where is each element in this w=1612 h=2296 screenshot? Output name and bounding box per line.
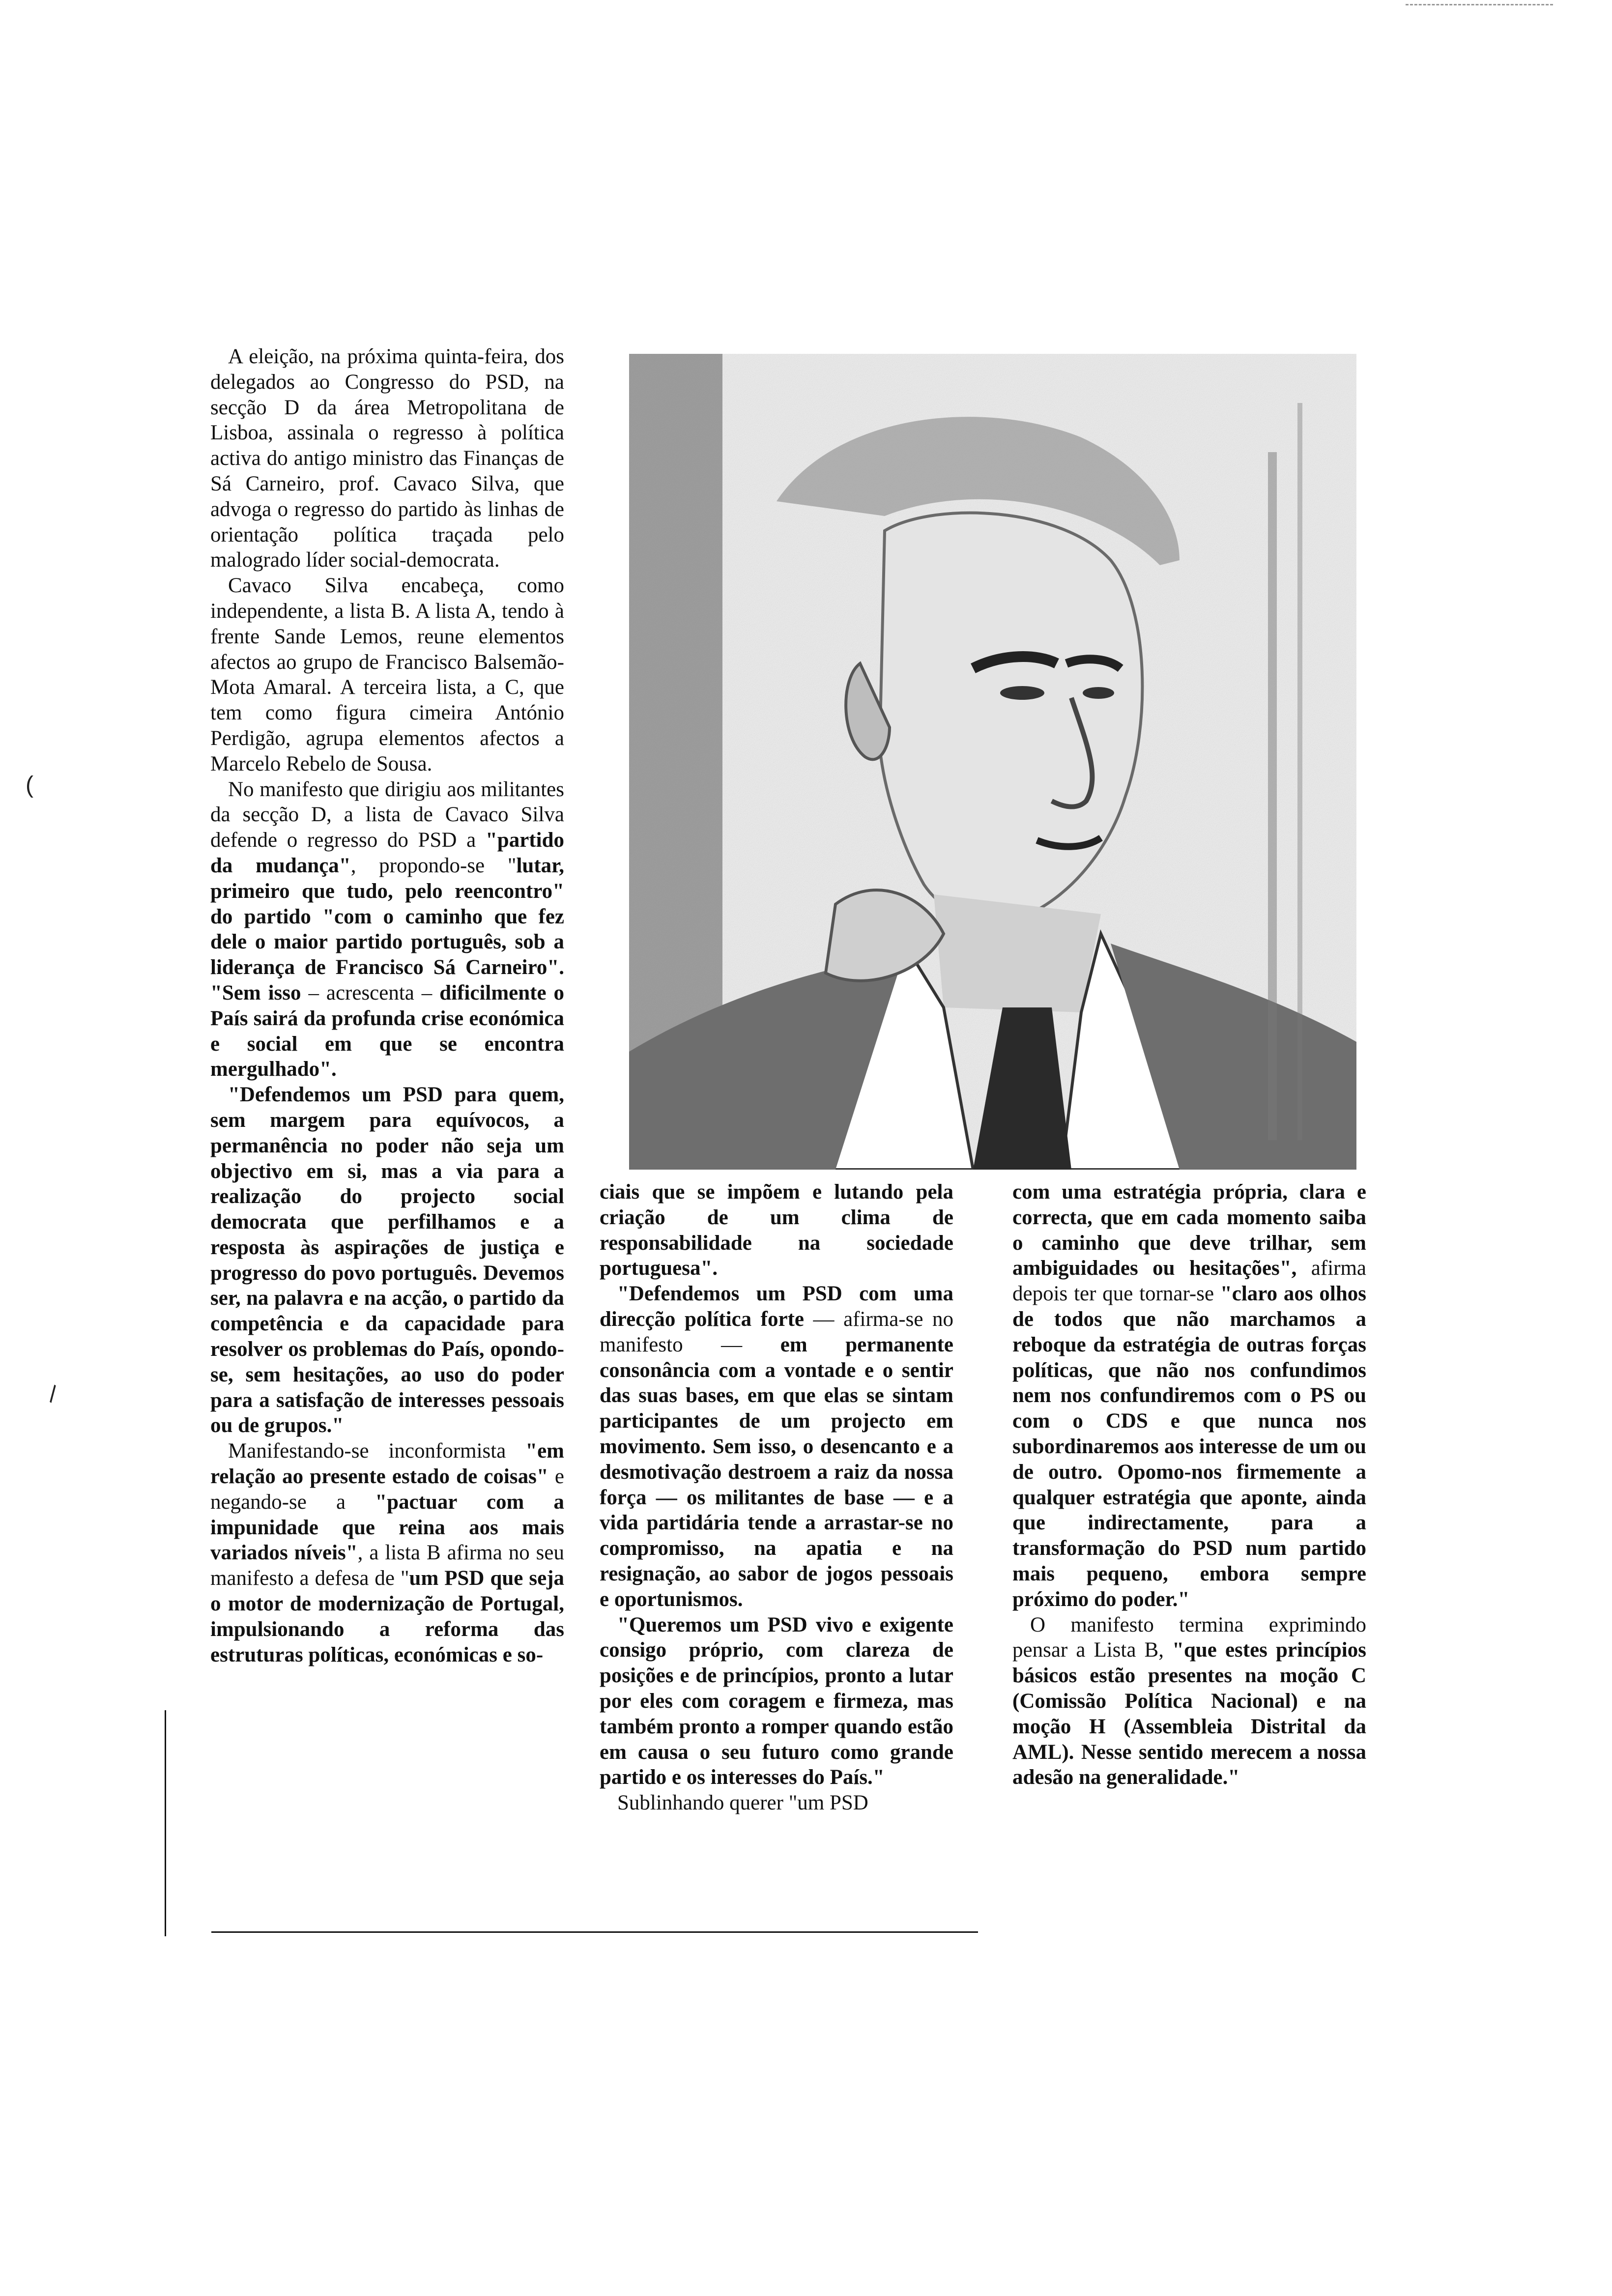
paragraph-7: "Defendemos um PSD com uma direcção política forte — afirma-se no manifesto — em permanente consonância com a vontade e o sentir das suas bases, em que elas se sintam participantes de um projecto em movimento. Sem isso, o desencanto e a desmotivação destroem a raiz da nossa força — os militantes de base — e a vida partidária tende a arrastar-se no compromisso, na apatia e na resignação, ao sabor de jogos pessoais e oportunismos. bbox=[600, 1282, 953, 1611]
paragraph-9: Sublinhando querer "um PSD bbox=[617, 1791, 868, 1815]
portrait-drawing bbox=[629, 354, 1356, 1170]
paragraph-5: Manifestando-se inconformista "em relação ao presente estado de coisas" e negando-se a "pactuar com a impunidade que reina aos mais variados níveis", a lista B afirma no seu manifesto a defesa de "um PSD que seja o motor de modernização de Portugal, impulsionando a reforma das estruturas políticas, económicas e so- bbox=[210, 1439, 564, 1666]
margin-mark-1: ( bbox=[26, 772, 33, 798]
portrait-photo bbox=[629, 354, 1356, 1170]
article-column-1 bbox=[210, 344, 564, 1667]
top-edge-mark bbox=[1406, 4, 1553, 5]
bottom-rule bbox=[211, 1931, 978, 1933]
paragraph-1: A eleição, na próxima quinta-feira, dos delegados ao Congresso do PSD, na secção D da área Metropolitana de Lisboa, assinala o regresso à política activa do antigo ministro das Finanças de Sá Carneiro, prof. Cavaco Silva, que advoga o regresso do partido às linhas de orientação política traçada pelo malogrado líder social-democrata. bbox=[210, 345, 564, 572]
paragraph-3: No manifesto que dirigiu aos militantes da secção D, a lista de Cavaco Silva defende o regresso do PSD a "partido da mudança", propondo-se "lutar, primeiro que tudo, pelo reencontro" do partido "com o caminho que fez dele o maior partido português, sob a liderança de Francisco Sá Carneiro". "Sem isso – acrescenta – dificilmente o País sairá da profunda crise económica e social em que se encontra mergulhado". bbox=[210, 777, 565, 1081]
article-column-2 bbox=[600, 1179, 953, 1816]
paragraph-6: ciais que se impõem e lutando pela criação de um clima de responsabilidade na sociedade portuguesa". bbox=[600, 1180, 953, 1280]
paragraph-11: O manifesto termina exprimindo pensar a Lista B, "que estes princípios básicos estão presentes na moção C (Comissão Política Nacional) e na moção H (Assembleia Distrital da AML). Nesse sentido merecem a nossa adesão na generalidade." bbox=[1012, 1613, 1366, 1789]
paragraph-8: "Queremos um PSD vivo e exigente consigo próprio, com clareza de posições e de princípios, pronto a lutar por eles com coragem e firmeza, mas também pronto a romper quando estão em causa o seu futuro como grande partido e os interesses do País." bbox=[600, 1613, 953, 1789]
paragraph-2: Cavaco Silva encabeça, como independente, a lista B. A lista A, tendo à frente Sande Lemos, reune elementos afectos ao grupo de Francisco Balsemão-Mota Amaral. A terceira lista, a C, que tem como figura cimeira António Perdigão, agrupa elementos afectos a Marcelo Rebelo de Sousa. bbox=[210, 574, 564, 775]
left-rule bbox=[165, 1710, 166, 1936]
paragraph-4: "Defendemos um PSD para quem, sem margem para equívocos, a permanência no poder não seja um objectivo em si, mas a via para a realização do projecto social democrata que perfilhamos e a resposta às aspirações de justiça e progresso do povo português. Devemos ser, na palavra e na acção, o partido da competência e da capacidade para resolver os problemas do País, opondo-se, sem hesitações, ao uso do poder para a satisfação de interesses pessoais ou de grupos." bbox=[210, 1083, 564, 1437]
margin-mark-2: \ bbox=[43, 1381, 62, 1407]
paragraph-10: com uma estratégia própria, clara e correcta, que em cada momento saiba o caminho que deve trilhar, sem ambiguidades ou hesitações", afirma depois ter que tornar-se "claro aos olhos de todos que não marchamos a reboque da estratégia de outras forças políticas, que não nos confundimos nem nos confundiremos com o PS ou com o CDS e que nunca nos subordinaremos aos interesse de um ou de outro. Opomo-nos firmemente a qualquer estratégia que aponte, ainda que indirectamente, para a transformação do PSD num partido mais pequeno, embora sempre próximo do poder." bbox=[1012, 1180, 1367, 1611]
article-column-3 bbox=[1012, 1179, 1366, 1790]
